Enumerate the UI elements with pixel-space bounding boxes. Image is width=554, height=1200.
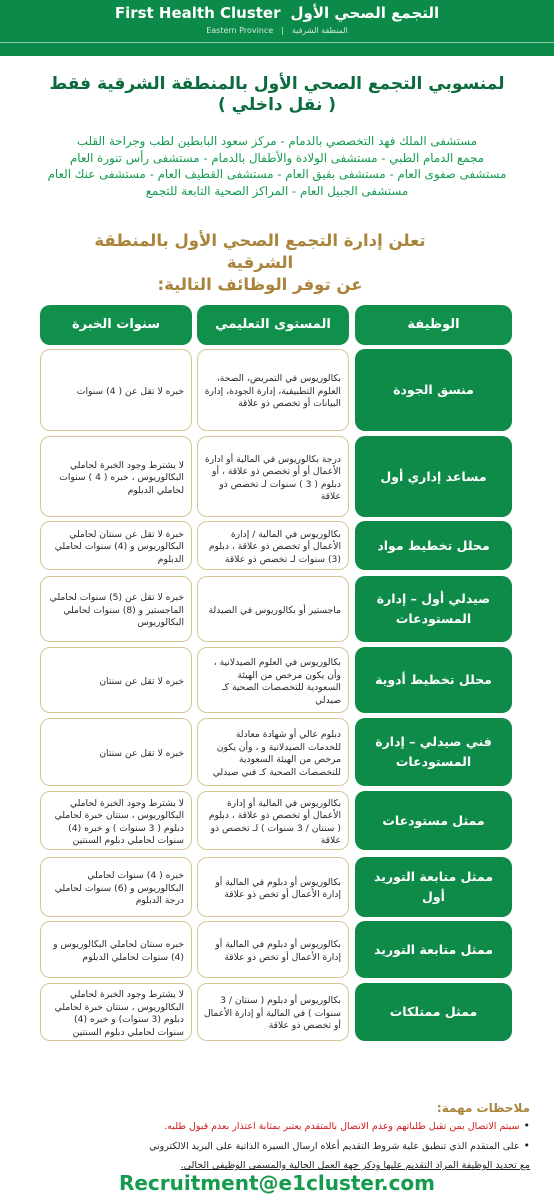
education-cell: بكالوريوس في المالية أو إدارة الأعمال أو تخصص ذو علاقة ، دبلوم ( سنتان / 3 سنوات ) لـ تخصص ذو علاقة <box>197 791 349 850</box>
title-line-2: ( نقل داخلي ) <box>217 95 337 115</box>
experience-cell: خبره لا تقل عن سنتان <box>40 647 192 713</box>
hospital-line: مستشفى صفوى العام - مستشفى بقيق العام - مستشفى القطيف العام - مستشفى عنك العام <box>47 167 507 181</box>
education-cell: بكالوريوس في المالية / إدارة الأعمال أو تخصص ذو علاقة ، دبلوم (3) سنوات لـ تخصص ذو علاقة <box>197 521 349 570</box>
announcement-line-1: تعلن إدارة التجمع الصحي الأول بالمنطقة الشرقية <box>94 231 426 272</box>
recruitment-email[interactable]: Recruitment@e1cluster.com <box>118 1171 436 1195</box>
education-cell: دبلوم عالي أو شهادة معادلة للخدمات الصيدلانية و ، وأن يكون مرخص من الهيئة السعودية للتخصصات الصحية كـ فني صيدلي <box>197 718 349 786</box>
region-line: Eastern Province | المنطقة الشرقية <box>206 26 348 35</box>
note-item: •على المتقدم الذي تنطبق علية شروط التقديم أعلاه ارسال السيرة الذاتية على البريد الالكتروني <box>149 1139 530 1152</box>
brand-name-ar: التجمع الصحي الأول <box>290 4 440 22</box>
hospital-line: مستشفى الملك فهد التخصصي بالدمام - مركز سعود البابطين لطب وجراحة القلب <box>76 134 478 148</box>
experience-cell: لا يشترط وجود الخبرة لحاملي البكالوريوس ، سنتان خبرة لحاملي دبلوم (3 سنوات) و خبره (4) سنوات لحاملي دبلوم السنتين <box>40 983 192 1041</box>
cluster-logo <box>0 4 554 22</box>
hospital-list <box>12 133 542 199</box>
experience-cell: خبره لا تقل عن (5) سنوات لحاملي الماجستير و (8) سنوات لحاملي البكالوريوس <box>40 576 192 642</box>
region-en: Eastern Province <box>206 26 274 35</box>
header-banner <box>0 0 554 56</box>
title-line-1: لمنسوبي التجمع الصحي الأول بالمنطقة الشرقية فقط <box>49 74 505 94</box>
job-title: ممثل متابعة التوريد أول <box>355 857 512 917</box>
job-title: منسق الجودة <box>355 349 512 431</box>
experience-cell: خبره ( 4) سنوات لحاملي البكالوريوس و (6) سنوات لحاملي درجة الدبلوم <box>40 857 192 917</box>
note-text: على المتقدم الذي تنطبق علية شروط التقديم أعلاه ارسال السيرة الذاتية على البريد الالكتروني <box>149 1141 520 1152</box>
job-title: فني صيدلي – إدارة المستودعات <box>355 718 512 786</box>
hospital-line: مستشفى الجبيل العام - المراكز الصحية التابعة للتجمع <box>145 183 409 198</box>
education-cell: بكالوريوس أو دبلوم في المالية أو إدارة الأعمال أو تخص ذو علاقة <box>197 921 349 978</box>
experience-cell: لا يشترط وجود الخبرة لحاملي البكالوريوس ، خبره ( 4 ) سنوات لحاملي الدبلوم <box>40 436 192 517</box>
job-title: مساعد إداري أول <box>355 436 512 517</box>
note-text: سيتم الاتصال بمن تقبل طلباتهم وعدم الاتصال بالمتقدم يعتبر بمثابة اعتذار بعدم قبول طلبه. <box>164 1121 520 1132</box>
job-title: ممثل ممتلكات <box>355 983 512 1041</box>
notes-heading: ملاحظات مهمة: <box>436 1101 530 1115</box>
experience-cell: خبره لا تقل عن سنتان <box>40 718 192 786</box>
page-title <box>0 74 554 116</box>
job-title: ممثل مستودعات <box>355 791 512 850</box>
experience-cell: لا يشترط وجود الخبرة لحاملي البكالوريوس ، سنتان خبرة لحاملي دبلوم ( 3 سنوات ) و خبره (4) سنوات لحاملي دبلوم السنتين <box>40 791 192 850</box>
job-title: ممثل متابعة التوريد <box>355 921 512 978</box>
education-cell: درجة بكالوريوس في المالية أو ادارة الأعمال أو أو تخصص ذو علاقة ، أو دبلوم ( 3 ) سنوات لـ تخصص ذو علاقة <box>197 436 349 517</box>
education-cell: ماجستير أو بكالوريوس في الصيدلة <box>197 576 349 642</box>
experience-cell: خبره سنتان لحاملي البكالوريوس و (4) سنوات لحاملي الدبلوم <box>40 921 192 978</box>
job-title: محلل تخطيط مواد <box>355 521 512 570</box>
job-title: صيدلي أول – إدارة المستودعات <box>355 576 512 642</box>
education-cell: بكالوريوس في التمريض، الصحة، العلوم التطبيقية، إدارة الجودة، إدارة البيانات أو تخصص ذو علاقة <box>197 349 349 431</box>
notes-section <box>30 1100 530 1175</box>
job-title: محلل تخطيط أدوية <box>355 647 512 713</box>
experience-cell: خبرة لا تقل عن سنتان لحاملي البكالوريوس و (4) سنوات لحاملي الدبلوم <box>40 521 192 570</box>
experience-cell: خبره لا تقل عن ( 4) سنوات <box>40 349 192 431</box>
note-item: •سيتم الاتصال بمن تقبل طلباتهم وعدم الاتصال بالمتقدم يعتبر بمثابة اعتذار بعدم قبول طلبه. <box>164 1119 530 1132</box>
announcement <box>60 230 460 296</box>
header-job: الوظيفة <box>355 305 512 345</box>
hospital-line: مجمع الدمام الطبي - مستشفى الولادة والأطفال بالدمام - مستشفى رأس تنورة العام <box>69 150 485 165</box>
header-education: المستوى التعليمي <box>197 305 349 345</box>
education-cell: بكالوريوس في العلوم الصيدلانية ، وأن يكون مرخص من الهيئة السعودية للتخصصات الصحية كـ صيدلي <box>197 647 349 713</box>
header-divider <box>0 42 554 43</box>
note-item: مع تحديد الوظيفة المراد التقديم عليها وذكر جهة العمل الحالية والمسمى الوظيفي الحالي. <box>180 1160 530 1171</box>
education-cell: بكالوريوس أو دبلوم في المالية أو إدارة الأعمال أو تخص ذو علاقة <box>197 857 349 917</box>
brand-name-en: First Health Cluster <box>114 4 281 22</box>
header-experience: سنوات الخبرة <box>40 305 192 345</box>
education-cell: بكالوريوس أو دبلوم ( سنتان / 3 سنوات ) في المالية أو إدارة الأعمال أو تخصص ذو علاقة <box>197 983 349 1041</box>
announcement-line-2: عن توفر الوظائف التالية: <box>157 275 363 294</box>
region-ar: المنطقة الشرقية <box>291 26 348 35</box>
